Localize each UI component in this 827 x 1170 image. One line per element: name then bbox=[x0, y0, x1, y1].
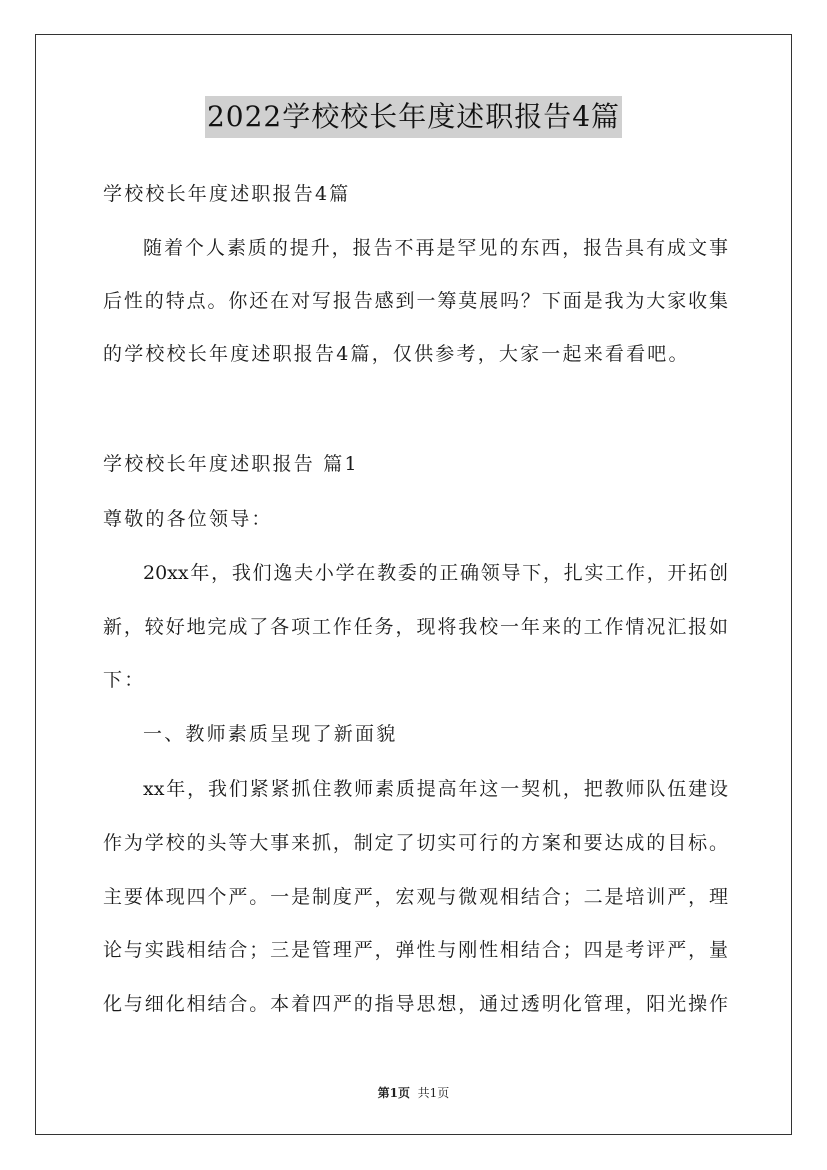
page-total: 共1页 bbox=[417, 1086, 450, 1100]
document-subtitle: 学校校长年度述职报告4篇 bbox=[103, 183, 351, 205]
paragraph-line: 化与细化相结合。本着四严的指导思想，通过透明化管理，阳光操作 bbox=[103, 993, 728, 1015]
paragraph-line: 后性的特点。你还在对写报告感到一筹莫展吗？下面是我为大家收集 bbox=[103, 290, 728, 312]
paragraph-line: 下： bbox=[103, 669, 146, 691]
paragraph-line: 主要体现四个严。一是制度严，宏观与微观相结合；二是培训严，理 bbox=[103, 886, 728, 908]
paragraph-line: 新，较好地完成了各项工作任务，现将我校一年来的工作情况汇报如 bbox=[103, 616, 728, 638]
paragraph-line: 随着个人素质的提升，报告不再是罕见的东西，报告具有成文事 bbox=[143, 237, 728, 259]
paragraph-line: 作为学校的头等大事来抓，制定了切实可行的方案和要达成的目标。 bbox=[103, 832, 728, 854]
subsection-heading: 一、教师素质呈现了新面貌 bbox=[143, 723, 398, 745]
paragraph-line: 20xx年，我们逸夫小学在教委的正确领导下，扎实工作，开拓创 bbox=[143, 562, 728, 584]
title-container bbox=[0, 96, 827, 138]
section-heading: 学校校长年度述职报告 篇1 bbox=[103, 453, 359, 475]
paragraph-line: xx年，我们紧紧抓住教师素质提高年这一契机，把教师队伍建设 bbox=[143, 778, 728, 800]
paragraph-line: 的学校校长年度述职报告4篇，仅供参考，大家一起来看看吧。 bbox=[103, 343, 690, 365]
salutation: 尊敬的各位领导： bbox=[103, 508, 273, 530]
document-title: 2022学校校长年度述职报告4篇 bbox=[205, 96, 622, 138]
paragraph-line: 论与实践相结合；三是管理严，弹性与刚性相结合；四是考评严，量 bbox=[103, 939, 728, 961]
page-footer bbox=[0, 1085, 827, 1101]
page-number: 第1页 bbox=[377, 1086, 411, 1100]
